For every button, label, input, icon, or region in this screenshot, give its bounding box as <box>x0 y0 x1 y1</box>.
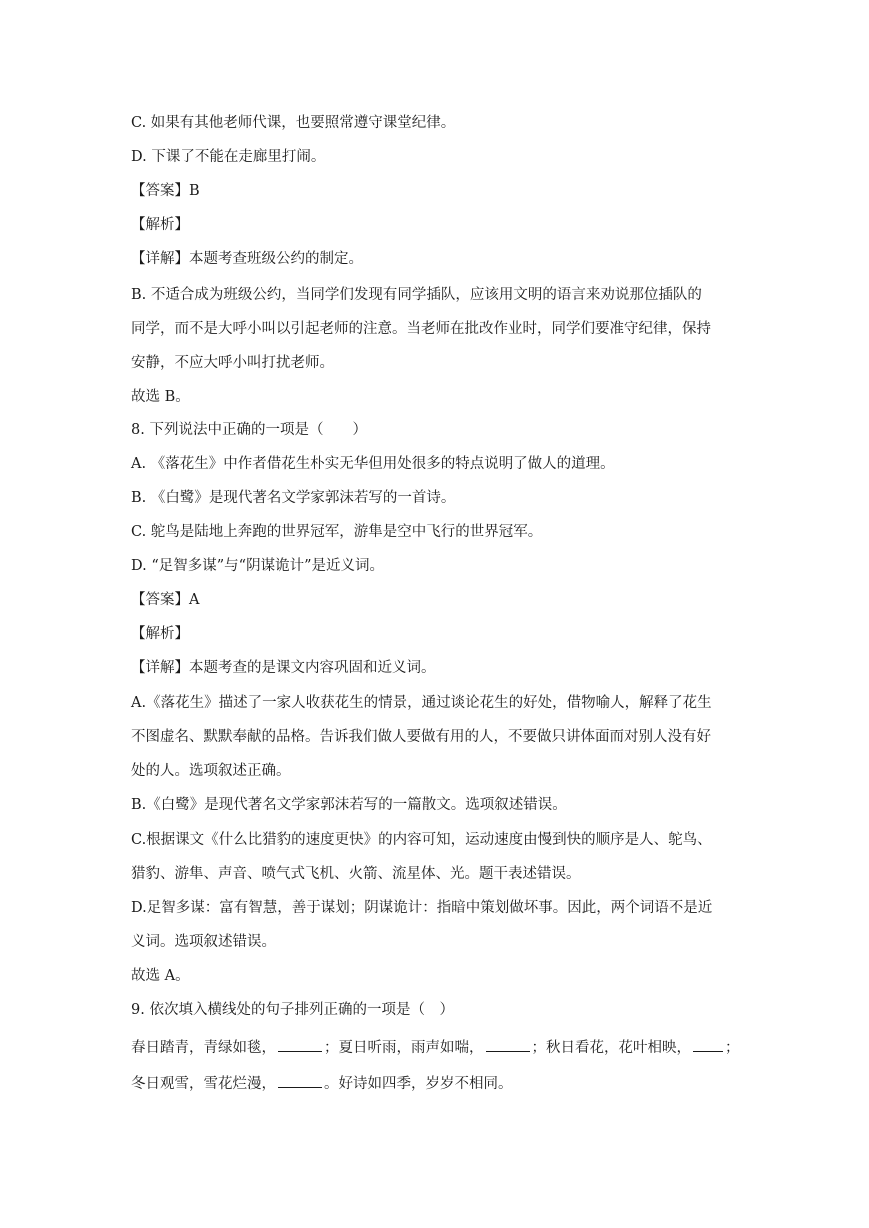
explanation-line: 猎豹、游隼、声音、喷气式飞机、火箭、流星体、光。题干表述错误。 <box>131 866 581 882</box>
analysis-label: 【解析】 <box>131 217 189 233</box>
answer-label: 【答案】A <box>131 592 200 608</box>
explanation-line: 安静，不应大呼小叫打扰老师。 <box>131 355 334 371</box>
explanation-line: 义词。选项叙述错误。 <box>131 934 276 950</box>
fill-blank <box>693 1035 723 1052</box>
fill-text: 春日踏青，青绿如毯， <box>131 1040 276 1056</box>
detail-line: 【详解】本题考查的是课文内容巩固和近义词。 <box>131 660 436 676</box>
fill-blank <box>278 1035 322 1052</box>
option-c: C. 鸵鸟是陆地上奔跑的世界冠军，游隼是空中飞行的世界冠军。 <box>131 524 543 540</box>
choice-line: 故选 B。 <box>131 389 190 405</box>
explanation-line: 处的人。选项叙述正确。 <box>131 763 291 779</box>
choice-line: 故选 A。 <box>131 968 190 984</box>
analysis-label: 【解析】 <box>131 626 189 642</box>
question-9: 9. 依次填入横线处的句子排列正确的一项是（ ） <box>131 1002 454 1018</box>
fill-text: ；秋日看花，花叶相映， <box>531 1040 691 1056</box>
explanation-line: 同学，而不是大呼小叫以引起老师的注意。当老师在批改作业时，同学们要准守纪律，保持 <box>131 321 711 337</box>
explanation-line: B.《白鹭》是现代著名文学家郭沫若写的一篇散文。选项叙述错误。 <box>131 797 567 813</box>
explanation-line: A.《落花生》描述了一家人收获花生的情景，通过谈论花生的好处，借物喻人，解释了花生 <box>131 695 712 711</box>
explanation-line: C.根据课文《什么比猎豹的速度更快》的内容可知，运动速度由慢到快的顺序是人、鸵鸟、 <box>131 832 712 848</box>
fill-text: 冬日观雪，雪花烂漫， <box>131 1076 276 1092</box>
question-9-fill-line-2 <box>131 1071 771 1094</box>
explanation-line: D.足智多谋：富有智慧，善于谋划；阴谋诡计：指暗中策划做坏事。因此，两个词语不是近 <box>131 900 713 916</box>
option-c: C. 如果有其他老师代课，也要照常遵守课堂纪律。 <box>131 115 456 131</box>
option-a: A. 《落花生》中作者借花生朴实无华但用处很多的特点说明了做人的道理。 <box>131 456 615 472</box>
explanation-line: B. 不适合成为班级公约，当同学们发现有同学插队，应该用文明的语言来劝说那位插队的 <box>131 287 702 303</box>
option-d: D. 下课了不能在走廊里打闹。 <box>131 149 326 165</box>
fill-text: ；夏日听雨，雨声如喘， <box>324 1040 484 1056</box>
option-d: D. “足智多谋”与“阴谋诡计”是近义词。 <box>131 558 384 574</box>
fill-text: 。好诗如四季，岁岁不相同。 <box>324 1076 513 1092</box>
fill-text: ； <box>725 1040 740 1056</box>
answer-label: 【答案】B <box>131 183 200 199</box>
question-9-fill-line-1 <box>131 1035 771 1058</box>
explanation-line: 不图虚名、默默奉献的品格。告诉我们做人要做有用的人，不要做只讲体面而对别人没有好 <box>131 729 711 745</box>
fill-blank <box>278 1071 322 1088</box>
question-8: 8. 下列说法中正确的一项是（ ） <box>131 422 367 438</box>
option-b: B. 《白鹭》是现代著名文学家郭沫若写的一首诗。 <box>131 490 456 506</box>
fill-blank <box>486 1035 530 1052</box>
detail-line: 【详解】本题考查班级公约的制定。 <box>131 251 363 267</box>
